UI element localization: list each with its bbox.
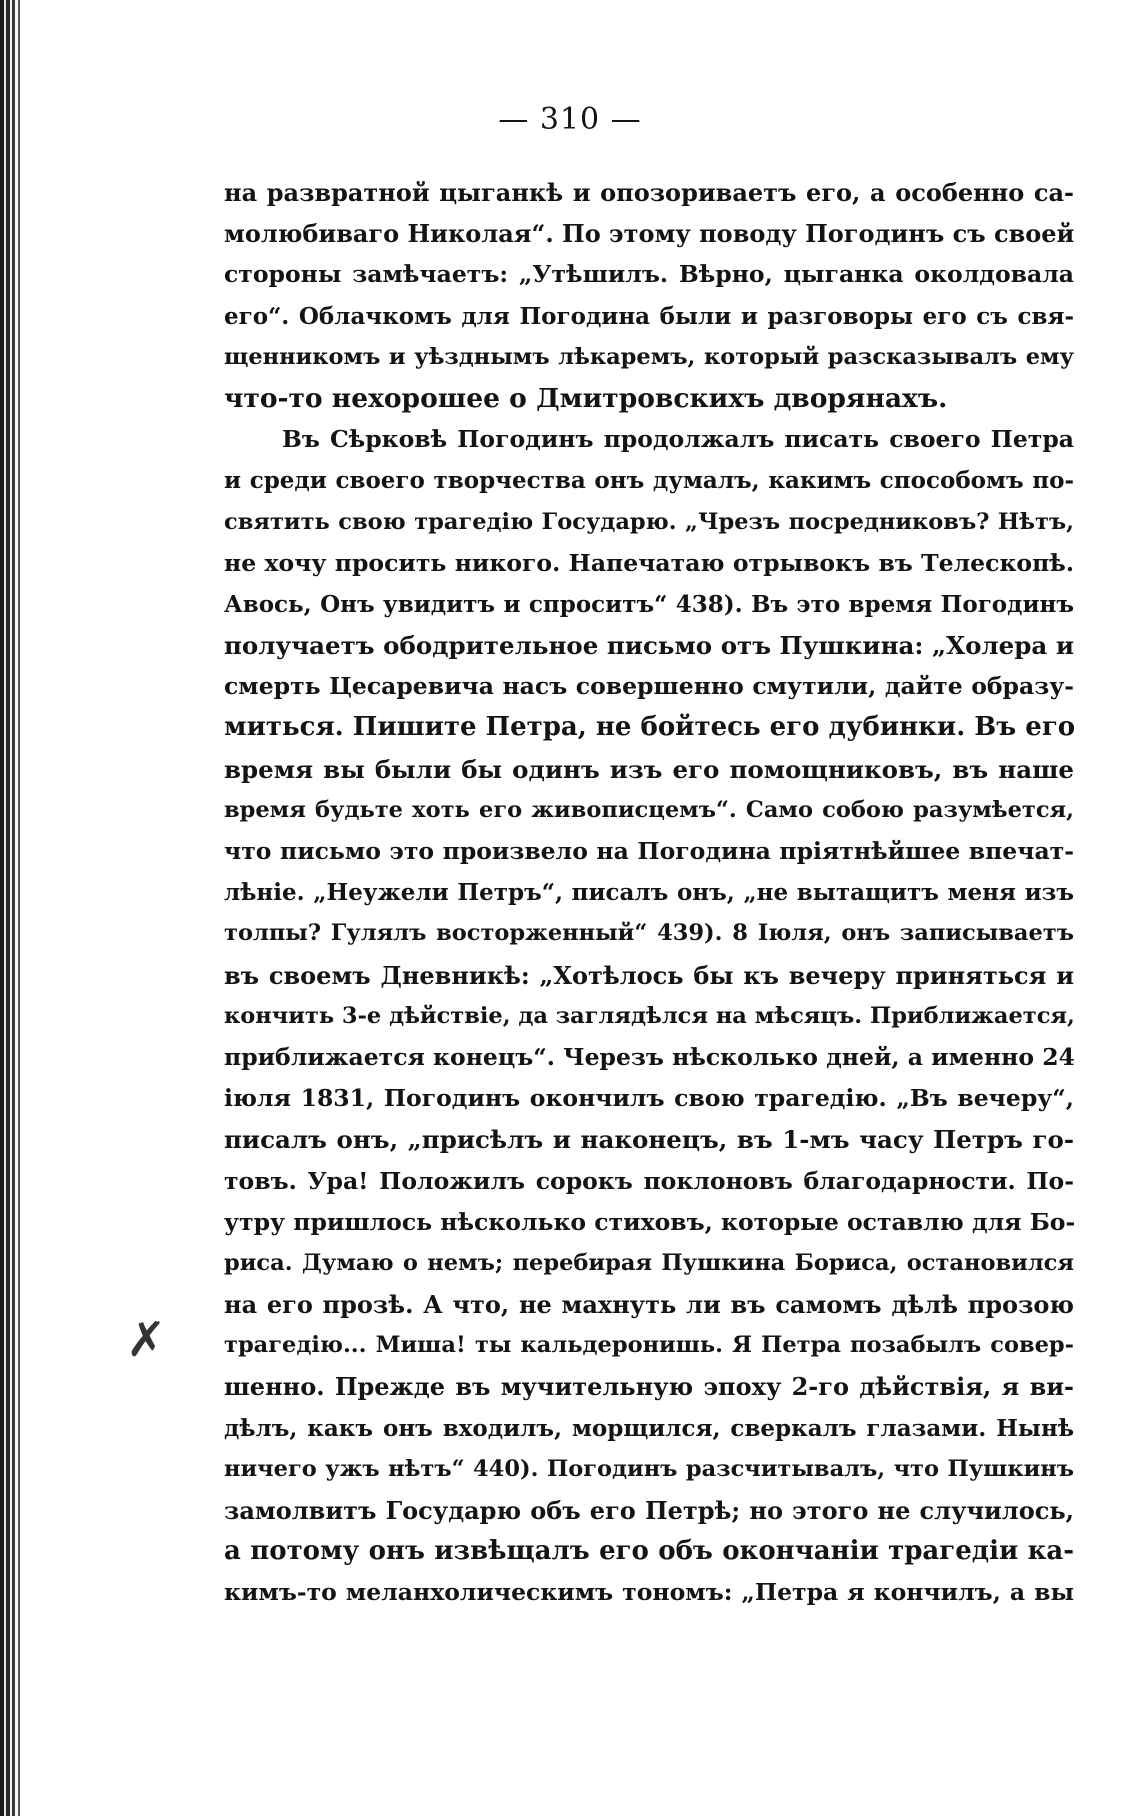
text-line: риса. Думаю о немъ; перебирая Пушкина Бориса, остановился bbox=[224, 1249, 1074, 1276]
text-line: утру пришлось нѣсколько стиховъ, которые оставлю для Бо- bbox=[224, 1207, 1076, 1236]
text-line: шенно. Прежде въ мучительную эпоху 2-го дѣйствія, я ви- bbox=[224, 1372, 1074, 1402]
text-line: не хочу просить никого. Напечатаю отрывокъ въ Телескопѣ. bbox=[224, 548, 1074, 577]
text-line: стороны замѣчаетъ: „Утѣшилъ. Вѣрно, цыганка околдовала bbox=[224, 260, 1074, 289]
text-line: щенникомъ и уѣзднымъ лѣкаремъ, который разсказывалъ ему bbox=[224, 343, 1074, 370]
text-line: трагедію... Миша! ты кальдеронишь. Я Петра позабылъ совер- bbox=[224, 1332, 1074, 1359]
paragraph-2 bbox=[224, 419, 1074, 1613]
text-line: а потому онъ извѣщалъ его объ окончаніи трагедіи ка- bbox=[224, 1536, 1074, 1567]
text-line: что-то нехорошее о Дмитровскихъ дворянахъ. bbox=[224, 382, 948, 414]
book-spine-edge bbox=[0, 0, 32, 1816]
text-line: іюля 1831, Погодинъ окончилъ свою трагедію. „Въ вечеру“, bbox=[224, 1084, 1074, 1113]
text-line: кимъ-то меланхолическимъ тономъ: „Петра я кончилъ, а вы bbox=[224, 1578, 1074, 1607]
text-line: миться. Пишите Петра, не бойтесь его дубинки. Въ его bbox=[224, 712, 1076, 743]
text-line: писалъ онъ, „присѣлъ и наконецъ, въ 1-мъ часу Петръ го- bbox=[224, 1125, 1074, 1155]
text-line: смерть Цесаревича насъ совершенно смутили, дайте образу- bbox=[224, 672, 1074, 701]
text-line: время вы были бы одинъ изъ его помощниковъ, въ наше bbox=[224, 754, 1074, 784]
text-line: получаетъ ободрительное письмо отъ Пушкина: „Холера и bbox=[224, 631, 1074, 661]
text-line: и среди своего творчества онъ думалъ, какимъ способомъ по- bbox=[224, 467, 1074, 495]
text-line: кончить 3-е дѣйствіе, да заглядѣлся на мѣсяцъ. Приближается, bbox=[224, 1002, 1075, 1029]
text-line: время будьте хоть его живописцемъ“. Само собою разумѣется, bbox=[224, 796, 1074, 823]
page-number: — 310 — bbox=[498, 102, 642, 137]
text-line: лѣніе. „Неужели Петръ“, писалъ онъ, „не вытащитъ меня изъ bbox=[224, 879, 1074, 907]
text-line: что письмо это произвело на Погодина пріятнѣйшее впечат- bbox=[224, 837, 1074, 865]
text-line: толпы? Гулялъ восторженный“ 439). 8 Іюля, онъ записываетъ bbox=[224, 920, 1074, 947]
paragraph-1 bbox=[224, 172, 1074, 419]
text-line: святить свою трагедію Государю. „Чрезъ посредниковъ? Нѣтъ, bbox=[224, 508, 1074, 535]
text-line: замолвитъ Государю объ его Петрѣ; но этого не случилось, bbox=[224, 1496, 1074, 1525]
text-line: на его прозѣ. А что, не махнуть ли въ самомъ дѣлѣ прозою bbox=[224, 1290, 1074, 1320]
text-line: Въ Сѣрковѣ Погодинъ продолжалъ писать своего Петра bbox=[282, 425, 1074, 454]
text-line: въ своемъ Дневникѣ: „Хотѣлось бы къ вечеру приняться и bbox=[224, 960, 1074, 990]
text-line: ничего ужъ нѣтъ“ 440). Погодинъ разсчитывалъ, что Пушкинъ bbox=[224, 1455, 1074, 1482]
text-line: приближается конецъ“. Черезъ нѣсколько дней, а именно 24 bbox=[224, 1042, 1075, 1071]
text-line: дѣлъ, какъ онъ входилъ, морщился, сверкалъ глазами. Нынѣ bbox=[224, 1414, 1074, 1442]
text-line: молюбиваго Николая“. По этому поводу Погодинъ съ своей bbox=[224, 219, 1075, 249]
page-text-body bbox=[224, 172, 1074, 1614]
text-line: на развратной цыганкѣ и опозориваетъ его, а особенно са- bbox=[224, 178, 1074, 207]
text-line: товъ. Ура! Положилъ сорокъ поклоновъ благодарности. По- bbox=[224, 1166, 1074, 1195]
text-line: его“. Облачкомъ для Погодина были и разговоры его съ свя- bbox=[224, 302, 1074, 330]
text-line: Авось, Онъ увидитъ и спроситъ“ 438). Въ это время Погодинъ bbox=[224, 590, 1074, 618]
margin-cross-mark: ✗ bbox=[126, 1312, 167, 1368]
